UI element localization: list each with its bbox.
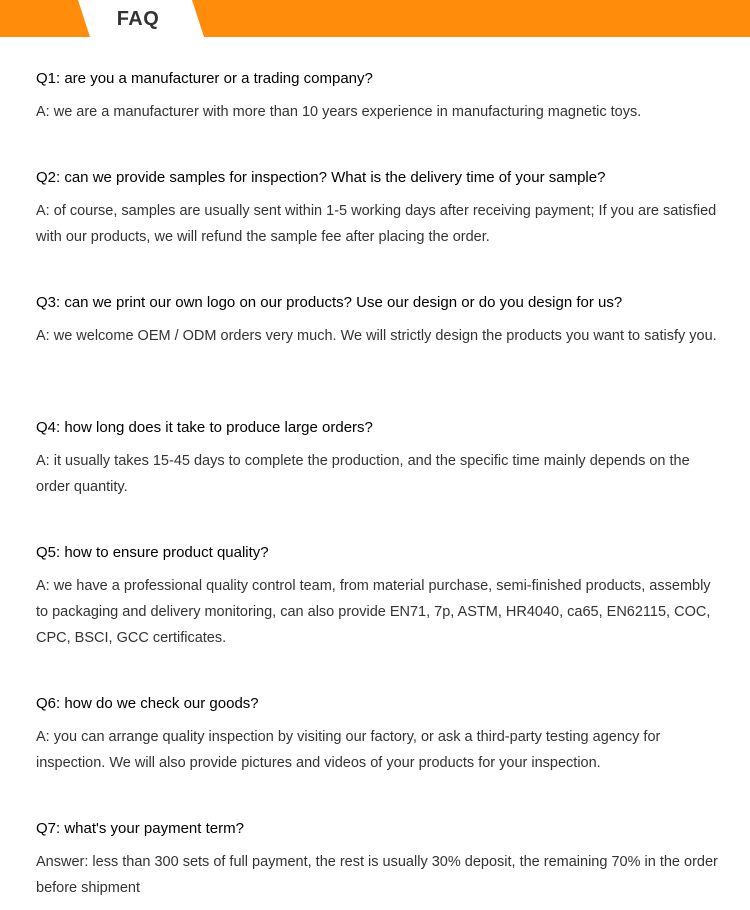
- faq-item-2: [36, 168, 726, 250]
- faq-question: Q2: can we provide samples for inspection? What is the delivery time of your sample?: [36, 169, 606, 186]
- faq-answer: A: it usually takes 15-45 days to complete the production, and the specific time mainly depends on the order quantity.: [36, 453, 690, 495]
- faq-question: Q3: can we print our own logo on our products? Use our design or do you design for us?: [36, 294, 623, 311]
- faq-answer: A: we welcome OEM / ODM orders very much. We will strictly design the products you want to satisfy you.: [36, 328, 717, 344]
- faq-item-1: [36, 69, 726, 125]
- faq-answer: Answer: less than 300 sets of full payment, the rest is usually 30% deposit, the remaining 70% in the order before shipment: [36, 854, 718, 896]
- faq-answer: A: you can arrange quality inspection by visiting our factory, or ask a third-party testing agency for inspection. We will also provide pictures and videos of your products for your inspection.: [36, 729, 661, 771]
- faq-answer: A: we have a professional quality control team, from material purchase, semi-finished products, assembly to packaging and delivery monitoring, can also provide EN71, 7p, ASTM, HR4040, ca65, EN62115, COC, CPC, BSCI, GCC certificates.: [36, 578, 711, 646]
- page-title: FAQ: [116, 8, 160, 30]
- faq-item-4: [36, 418, 726, 500]
- faq-answer: A: of course, samples are usually sent within 1-5 working days after receiving payment; If you are satisfied with our products, we will refund the sample fee after placing the order.: [36, 203, 717, 245]
- faq-question: Q5: how to ensure product quality?: [36, 544, 269, 561]
- faq-item-3: [36, 293, 726, 349]
- faq-question: Q6: how do we check our goods?: [36, 695, 259, 712]
- faq-item-6: [36, 694, 726, 776]
- faq-answer: A: we are a manufacturer with more than 10 years experience in manufacturing magnetic toys.: [36, 104, 642, 120]
- faq-item-7: [36, 819, 726, 901]
- faq-question: Q4: how long does it take to produce large orders?: [36, 419, 373, 436]
- faq-header-banner: [0, 0, 750, 37]
- faq-question: Q1: are you a manufacturer or a trading company?: [36, 70, 373, 87]
- faq-item-5: [36, 543, 726, 651]
- faq-question: Q7: what's your payment term?: [36, 820, 244, 837]
